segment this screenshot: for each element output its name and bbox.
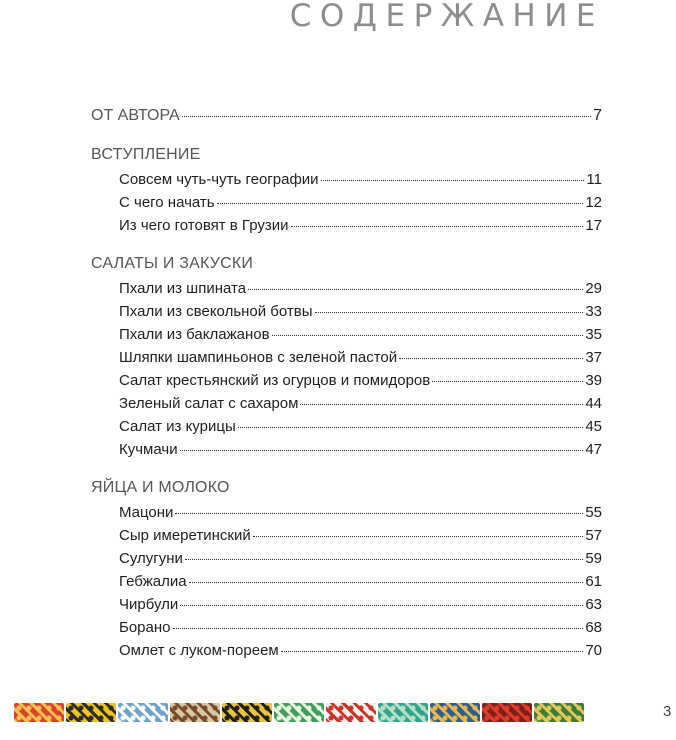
toc-entry-label: Из чего готовят в Грузии (119, 217, 289, 234)
toc-entry-label: Борано (119, 619, 171, 636)
dot-leader (432, 381, 583, 382)
toc-section (91, 143, 602, 237)
blue-white-pattern-tile (118, 703, 168, 722)
toc-entry-page: 45 (585, 418, 602, 435)
green-gold-pattern-tile (534, 703, 584, 722)
toc-entry[interactable] (91, 593, 602, 616)
dot-leader (315, 312, 584, 313)
toc-entry-label: Мацони (119, 504, 174, 521)
blue-gold-pattern-tile (430, 703, 480, 722)
toc-entry-page: 57 (585, 527, 602, 544)
toc-entry[interactable] (91, 369, 602, 392)
toc-entry-label: Шляпки шампиньонов с зеленой пастой (119, 349, 398, 366)
dot-leader (248, 289, 583, 290)
toc-section (91, 252, 602, 461)
toc-entry-page: 37 (585, 349, 602, 366)
dot-leader (238, 427, 584, 428)
dot-leader (182, 116, 591, 117)
toc-entry-label: Сулугуни (119, 550, 183, 567)
white-red-pattern-tile (326, 703, 376, 722)
toc-section-heading: ЯЙЦА И МОЛОКО (91, 479, 230, 496)
toc-entry[interactable] (91, 191, 602, 214)
toc-entry[interactable] (91, 415, 602, 438)
toc-entry-label: Салат из курицы (119, 418, 236, 435)
toc-entry-page: 33 (585, 303, 602, 320)
toc-entry-label: Пхали из шпината (119, 280, 247, 297)
decorative-ornament-strip (14, 703, 584, 723)
toc-entry[interactable] (91, 392, 602, 415)
toc-section-heading: ВСТУПЛЕНИЕ (91, 146, 201, 163)
toc-entry-page: 63 (585, 596, 602, 613)
toc-entry-page: 59 (585, 550, 602, 567)
toc-entry-label: Кучмачи (119, 441, 178, 458)
toc-entry[interactable] (91, 547, 602, 570)
toc-entry-page: 44 (585, 395, 602, 412)
toc-entry-label: Зеленый салат с сахаром (119, 395, 299, 412)
dot-leader (253, 536, 584, 537)
dot-leader (300, 404, 583, 405)
dot-leader (281, 651, 584, 652)
teal-green-pattern-tile (378, 703, 428, 722)
yellow-swirl-pattern-tile (66, 703, 116, 722)
dot-leader (185, 559, 583, 560)
toc-entry-label: Совсем чуть-чуть географии (119, 171, 319, 188)
toc-entry[interactable] (91, 570, 602, 593)
toc-entry[interactable] (91, 168, 602, 191)
dot-leader (173, 628, 584, 629)
toc-section-heading: САЛАТЫ И ЗАКУСКИ (91, 255, 254, 272)
yellow-black-pattern-tile (222, 703, 272, 722)
toc-entry-page: 68 (585, 619, 602, 636)
beige-brown-pattern-tile (170, 703, 220, 722)
toc-entry[interactable] (91, 639, 602, 662)
toc-entry-page: 35 (585, 326, 602, 343)
toc-entry-label: Гебжалиа (119, 573, 187, 590)
toc-section (91, 476, 602, 662)
toc-entry-page: 7 (593, 107, 602, 124)
toc-entry-label: ОТ АВТОРА (91, 107, 180, 124)
toc-entry[interactable] (91, 438, 602, 461)
toc-entry-label: Пхали из свекольной ботвы (119, 303, 313, 320)
page-title: СОДЕРЖАНИЕ (289, 0, 604, 34)
toc-entry-page: 47 (585, 441, 602, 458)
dot-leader (189, 582, 584, 583)
toc-entry-label: Омлет с луком-пореем (119, 642, 279, 659)
toc-entry-label: Пхали из баклажанов (119, 326, 270, 343)
dot-leader (321, 180, 585, 181)
dot-leader (175, 513, 583, 514)
toc-entry[interactable] (91, 346, 602, 369)
toc-entry-page: 29 (585, 280, 602, 297)
dot-leader (272, 335, 584, 336)
toc-entry[interactable] (91, 300, 602, 323)
toc-entry-page: 11 (586, 171, 602, 188)
toc-entry[interactable] (91, 214, 602, 237)
toc-entry-page: 55 (585, 504, 602, 521)
toc-entry-label: Чирбули (119, 596, 179, 613)
dot-leader (399, 358, 583, 359)
toc-entry-page: 61 (585, 573, 602, 590)
green-white-pattern-tile (274, 703, 324, 722)
dark-red-pattern-tile (482, 703, 532, 722)
toc-entry[interactable] (91, 616, 602, 639)
red-orange-pattern-tile (14, 703, 64, 722)
dot-leader (291, 226, 584, 227)
dot-leader (217, 203, 584, 204)
page-number: 3 (663, 703, 672, 720)
table-of-contents (91, 104, 602, 677)
toc-entry-page: 39 (585, 372, 602, 389)
toc-entry-label: С чего начать (119, 194, 215, 211)
dot-leader (180, 450, 584, 451)
toc-entry-label: Салат крестьянский из огурцов и помидоров (119, 372, 431, 389)
toc-entry[interactable] (91, 277, 602, 300)
toc-entry-top[interactable] (91, 104, 602, 128)
toc-entry[interactable] (91, 524, 602, 547)
toc-entry[interactable] (91, 323, 602, 346)
toc-entry-page: 12 (585, 194, 602, 211)
toc-entry-page: 17 (585, 217, 602, 234)
toc-entry-label: Сыр имеретинский (119, 527, 251, 544)
toc-entry[interactable] (91, 501, 602, 524)
toc-entry-page: 70 (585, 642, 602, 659)
dot-leader (180, 605, 583, 606)
